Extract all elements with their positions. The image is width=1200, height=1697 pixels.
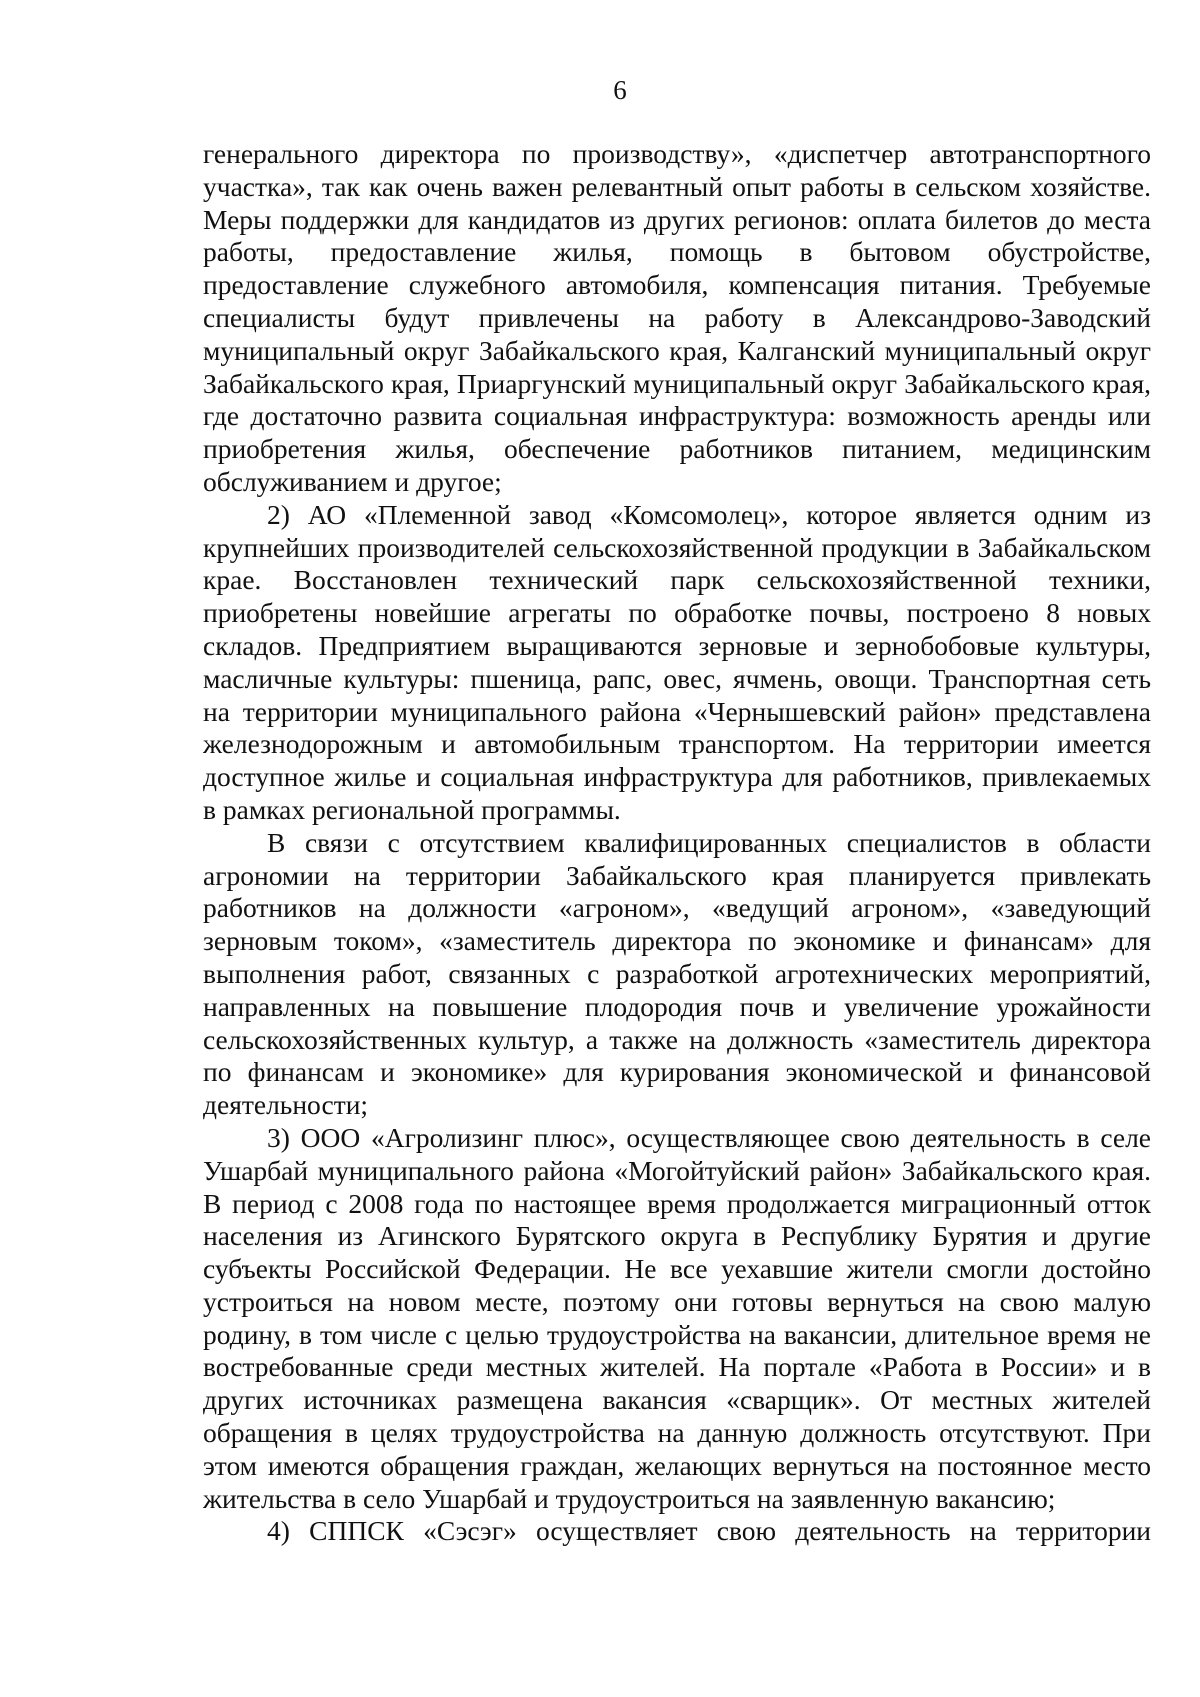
paragraph-continuation: генерального директора по производству», «диспетчер автотранспортного участка», так как очень важен релевантный опыт работы в сельском хозяйстве. Меры поддержки для кандидатов из других регионов: оплата билетов до места работы, предоставление жилья, помощь в бытовом обустройстве, предоставление служебного автомобиля, компенсация питания. Требуемые специалисты будут привлечены на работу в Александрово-Заводский муниципальный округ Забайкальского края, Калганский муниципальный округ Забайкальского края, Приаргунский муниципальный округ Забайкальского края, где достаточно развита социальная инфраструктура: возможность аренды или приобретения жилья, обеспечение работников питанием, медицинским обслуживанием и другое; [203, 138, 1151, 497]
paragraph-item-3: 3) ООО «Агролизинг плюс», осуществляющее свою деятельность в селе Ушарбай муниципального района «Могойтуйский район» Забайкальского края. В период с 2008 года по настоящее время продолжается миграционный отток населения из Агинского Бурятского округа в Республику Бурятия и другие субъекты Российской Федерации. Не все уехавшие жители смогли достойно устроиться на новом месте, поэтому они готовы вернуться на свою малую родину, в том числе с целью трудоустройства на вакансии, длительное время не востребованные среди местных жителей. На портале «Работа в России» и в других источниках размещена вакансия «сварщик». От местных жителей обращения в целях трудоустройства на данную должность отсутствуют. При этом имеются обращения граждан, желающих вернуться на постоянное место жительства в село Ушарбай и трудоустроиться на заявленную вакансию; [203, 1121, 1151, 1514]
paragraph-item-2: 2) АО «Племенной завод «Комсомолец», которое является одним из крупнейших производителей сельскохозяйственной продукции в Забайкальском крае. Восстановлен технический парк сельскохозяйственной техники, приобретены новейшие агрегаты по обработке почвы, построено 8 новых складов. Предприятием выращиваются зерновые и зернобобовые культуры, масличные культуры: пшеница, рапс, овес, ячмень, овощи. Транспортная сеть на территории муниципального района «Чернышевский район» представлена железнодорожным и автомобильным транспортом. На территории имеется доступное жилье и социальная инфраструктура для работников, привлекаемых в рамках региональной программы. [203, 498, 1151, 825]
paragraph-item-4: 4) СППСК «Сэсэг» осуществляет свою деятельность на территории [267, 1515, 1151, 1547]
paragraph-agronomy: В связи с отсутствием квалифицированных специалистов в области агрономии на территории Забайкальского края планируется привлекать работников на должности «агроном», «ведущий агроном», «заведующий зерновым током», «заместитель директора по экономике и финансам» для выполнения работ, связанных с разработкой агротехнических мероприятий, направленных на повышение плодородия почв и увеличение урожайности сельскохозяйственных культур, а также на должность «заместитель директора по финансам и экономике» для курирования экономической и финансовой деятельности; [203, 826, 1151, 1121]
page-number: 6 [613, 75, 627, 105]
document-body [203, 138, 1151, 1548]
